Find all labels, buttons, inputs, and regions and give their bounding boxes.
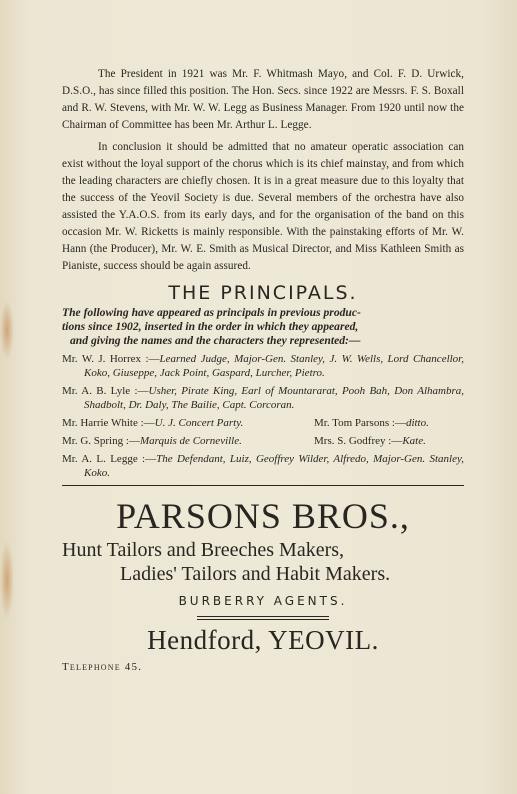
- principal-roles: U. J. Concert Party.: [154, 417, 244, 429]
- principals-intro: [62, 306, 464, 348]
- advertisement: [62, 496, 464, 674]
- principal-pair-row: [62, 416, 464, 430]
- principals-intro-line: tions since 1902, inserted in the order in which they appeared,: [62, 320, 359, 333]
- principal-name: Mr. W. J. Horrex :—: [62, 353, 160, 365]
- principal-roles: The Defendant, Luiz, Geoffrey Wilder, Alfredo, Major-Gen. Stanley, Koko.: [84, 453, 464, 479]
- principals-list: [62, 352, 464, 480]
- principal-entry: [62, 416, 314, 430]
- page-content: [62, 66, 464, 674]
- advert-tagline: Ladies' Tailors and Habit Makers.: [120, 563, 391, 585]
- principal-entry: [314, 416, 464, 430]
- principal-entry: [314, 434, 464, 448]
- advert-telephone: [62, 660, 464, 674]
- section-divider: [62, 485, 464, 486]
- principal-name: Mr. Tom Parsons :—: [314, 417, 406, 429]
- principal-name: Mr. A. B. Lyle :—: [62, 385, 149, 397]
- advert-company-name: PARSONS BROS.,: [116, 496, 410, 536]
- history-paragraph: The President in 1921 was Mr. F. Whitmash Mayo, and Col. F. D. Urwick, D.S.O., has since filled this position. The Hon. Secs. since 1922 are Messrs. F. S. Boxall and R. W. Stevens, with Mr. W. W. Legg as Business Manager. From 1920 until now the Chairman of Committee has been Mr. Arthur L. Legge.: [62, 68, 464, 131]
- advert-divider: [197, 616, 329, 620]
- principal-entry: [62, 434, 314, 448]
- principal-roles: ditto.: [405, 417, 429, 429]
- principals-intro-line: The following have appeared as principals in previous produc-: [62, 306, 361, 319]
- telephone-text: Telephone 45.: [62, 661, 143, 673]
- advert-agents: BURBERRY AGENTS.: [178, 594, 348, 608]
- principal-roles: Kate.: [402, 435, 426, 447]
- principal-name: Mr. Harrie White :—: [62, 417, 155, 429]
- foxing-stain: [0, 300, 14, 360]
- conclusion-paragraph: In conclusion it should be admitted that no amateur operatic association can exist without the loyal support of the chorus which is its chief mainstay, and from which the leading characters are chiefly chosen. It is in a great measure due to this loyalty that the success of the Yeovil Society is due. Several members of the orchestra have also assisted the Y.A.O.S. from its early days, and for the organisation of the band on this occasion Mr. W. Ricketts is mainly responsible. With the painstaking efforts of Mr. W. Hann (the Producer), Mr. W. E. Smith as Musical Director, and Miss Kathleen Smith as Pianiste, success should be again assured.: [62, 141, 464, 272]
- advert-address: Hendford, YEOVIL.: [147, 625, 379, 655]
- principal-roles: Marquis de Corneville.: [139, 435, 242, 447]
- principal-entry: [62, 384, 464, 412]
- principal-name: Mr. A. L. Legge :—: [62, 453, 157, 465]
- principal-name: Mr. G. Spring :—: [62, 435, 140, 447]
- principals-intro-line: and giving the names and the characters they represented:—: [70, 334, 361, 347]
- principal-pair-row: [62, 434, 464, 448]
- foxing-stain: [0, 540, 14, 620]
- principal-roles: Usher, Pirate King, Earl of Mountararat, Pooh Bah, Don Alhambra, Shadbolt, Dr. Daly, The Bailie, Capt. Corcoran.: [84, 385, 464, 411]
- principal-name: Mrs. S. Godfrey :—: [314, 435, 403, 447]
- principal-entry: [62, 352, 464, 380]
- principal-roles: Learned Judge, Major-Gen. Stanley, J. W. Wells, Lord Chancellor, Koko, Giuseppe, Jack Point, Gaspard, Lurcher, Pietro.: [84, 353, 464, 379]
- principals-heading: THE PRINCIPALS.: [168, 282, 358, 304]
- advert-tagline: Hunt Tailors and Breeches Makers,: [62, 539, 345, 561]
- principal-entry: [62, 452, 464, 480]
